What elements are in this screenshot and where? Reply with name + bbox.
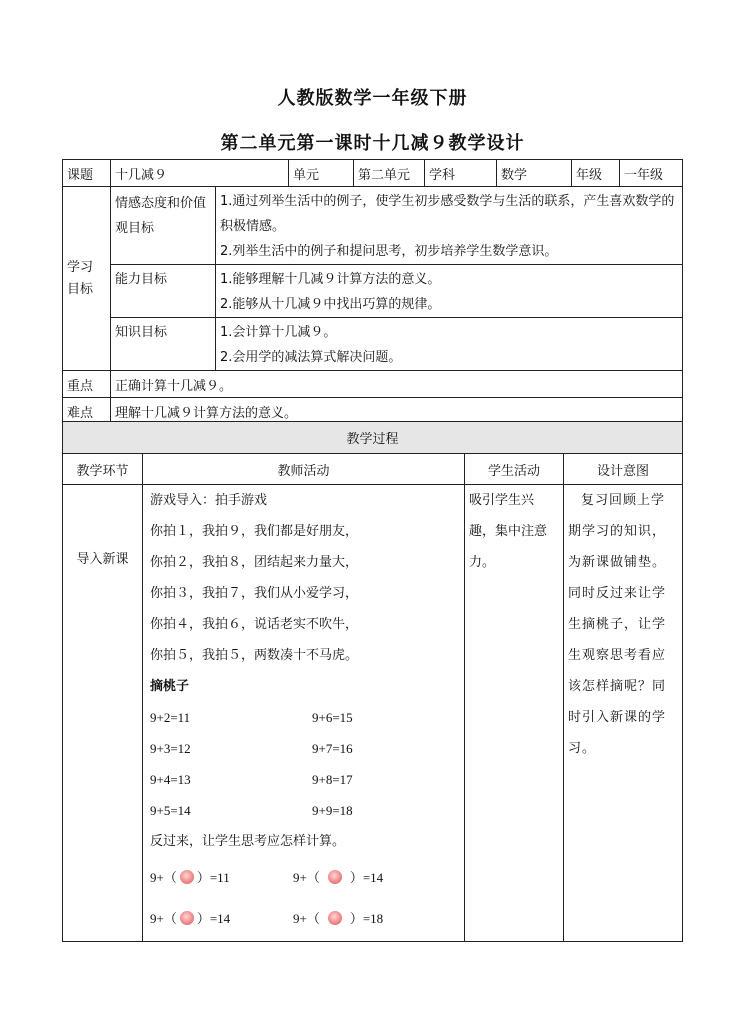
emotion-goal-label <box>111 187 216 265</box>
equation: 9+9=18 <box>312 803 353 818</box>
ability-goal-item: 2.能够从十几减９中找出巧算的规律。 <box>220 297 441 312</box>
teacher-activity-cell <box>143 485 465 942</box>
goals-label <box>63 187 111 371</box>
equation: 9+8=17 <box>312 772 353 787</box>
rhyme-line: 你拍２，我拍８，团结起来力量大， <box>150 555 359 570</box>
peach-icon <box>328 911 342 925</box>
topic-label: 课题 <box>63 160 111 187</box>
stage-name: 导入新课 <box>76 552 129 567</box>
header-student: 学生活动 <box>465 454 564 485</box>
teaching-process-table <box>62 421 683 942</box>
blank-suffix: ）=18 <box>349 911 384 926</box>
equation-row <box>150 764 460 795</box>
peach-icon <box>180 870 194 884</box>
blank-row <box>150 857 460 898</box>
unit-label: 单元 <box>289 160 354 187</box>
ability-goal-content <box>216 265 683 318</box>
ability-goal-item: 1.能够理解十几减９计算方法的意义。 <box>220 272 441 287</box>
emotion-goal-label-text: 情感态度和价值观目标 <box>115 196 207 236</box>
key-point-value: 正确计算十几减９。 <box>111 371 683 398</box>
emotion-goal-item: 2.列举生活中的例子和提问思考，初步培养学生数学意识。 <box>220 244 558 259</box>
blank-row <box>150 898 460 939</box>
blank-prefix: 9+（ <box>150 911 177 926</box>
header-stage: 教学环节 <box>63 454 143 485</box>
header-intent: 设计意图 <box>564 454 683 485</box>
topic-value: 十几减９ <box>111 160 289 187</box>
equation: 9+5=14 <box>150 803 191 818</box>
blank-equation <box>150 898 293 939</box>
equation: 9+3=12 <box>150 741 191 756</box>
blank-suffix: ）=14 <box>349 870 384 885</box>
blank-equation <box>150 857 293 898</box>
blank-equation <box>293 898 383 939</box>
peach-icon <box>328 870 342 884</box>
game-intro: 游戏导入：拍手游戏 <box>150 493 268 508</box>
design-intent-text: 复习回顾上学期学习的知识，为新课做铺垫。同时反过来让学生摘桃子，让学生观察思考看应该怎样摘呢？同时引入新课的学习。 <box>568 493 667 756</box>
knowledge-goal-item: 1.会计算十几减９。 <box>220 325 337 340</box>
equation: 9+6=15 <box>312 710 353 725</box>
blank-suffix: ）=11 <box>196 870 230 885</box>
rhyme-line: 你拍５，我拍５，两数凑十不马虎。 <box>150 648 359 663</box>
peach-icon <box>180 911 194 925</box>
equation-row <box>150 795 460 826</box>
emotion-goal-content <box>216 187 683 265</box>
goals-label-text: 学习目标 <box>67 259 94 297</box>
rhyme-line: 你拍４，我拍６，说话老实不吹牛， <box>150 617 359 632</box>
ability-goal-label-text: 能力目标 <box>115 272 168 287</box>
emotion-goal-item: 1.通过列举生活中的例子，使学生初步感受数学与生活的联系，产生喜欢数学的积极情感。 <box>220 194 675 234</box>
blank-prefix: 9+（ <box>293 911 320 926</box>
blank-prefix: 9+（ <box>150 870 177 885</box>
equation: 9+4=13 <box>150 772 191 787</box>
header-teacher: 教师活动 <box>143 454 465 485</box>
unit-value: 第二单元 <box>354 160 425 187</box>
knowledge-goal-label-text: 知识目标 <box>115 325 168 340</box>
grade-value: 一年级 <box>620 160 683 187</box>
difficulty-label: 难点 <box>63 398 111 425</box>
section-title: 摘桃子 <box>150 679 190 694</box>
rhyme-line: 你拍３，我拍７，我们从小爱学习， <box>150 586 359 601</box>
design-intent-cell <box>564 485 683 942</box>
stage-cell <box>63 485 143 942</box>
knowledge-goal-content <box>216 318 683 371</box>
lesson-info-table <box>62 159 683 425</box>
student-activity-text: 吸引学生兴趣，集中注意力。 <box>469 493 548 570</box>
difficulty-value: 理解十几减９计算方法的意义。 <box>111 398 683 425</box>
document-title: 人教版数学一年级下册 <box>277 88 468 109</box>
key-point-label: 重点 <box>63 371 111 398</box>
equation: 9+2=11 <box>150 710 191 725</box>
blank-equation <box>293 857 383 898</box>
process-title: 教学过程 <box>63 422 683 454</box>
document-subtitle: 第二单元第一课时十几减９教学设计 <box>220 133 525 154</box>
ability-goal-label <box>111 265 216 318</box>
blank-prefix: 9+（ <box>293 870 320 885</box>
grade-label: 年级 <box>572 160 620 187</box>
student-activity-cell <box>465 485 564 942</box>
equation-row <box>150 733 460 764</box>
knowledge-goal-item: 2.会用学的减法算式解决问题。 <box>220 350 402 365</box>
subject-value: 数学 <box>497 160 572 187</box>
rhyme-line: 你拍１，我拍９，我们都是好朋友， <box>150 524 359 539</box>
equation-row <box>150 702 460 733</box>
blank-suffix: ）=14 <box>196 911 231 926</box>
equation: 9+7=16 <box>312 741 353 756</box>
subject-label: 学科 <box>425 160 497 187</box>
reverse-prompt: 反过来，让学生思考应怎样计算。 <box>150 834 346 849</box>
knowledge-goal-label <box>111 318 216 371</box>
